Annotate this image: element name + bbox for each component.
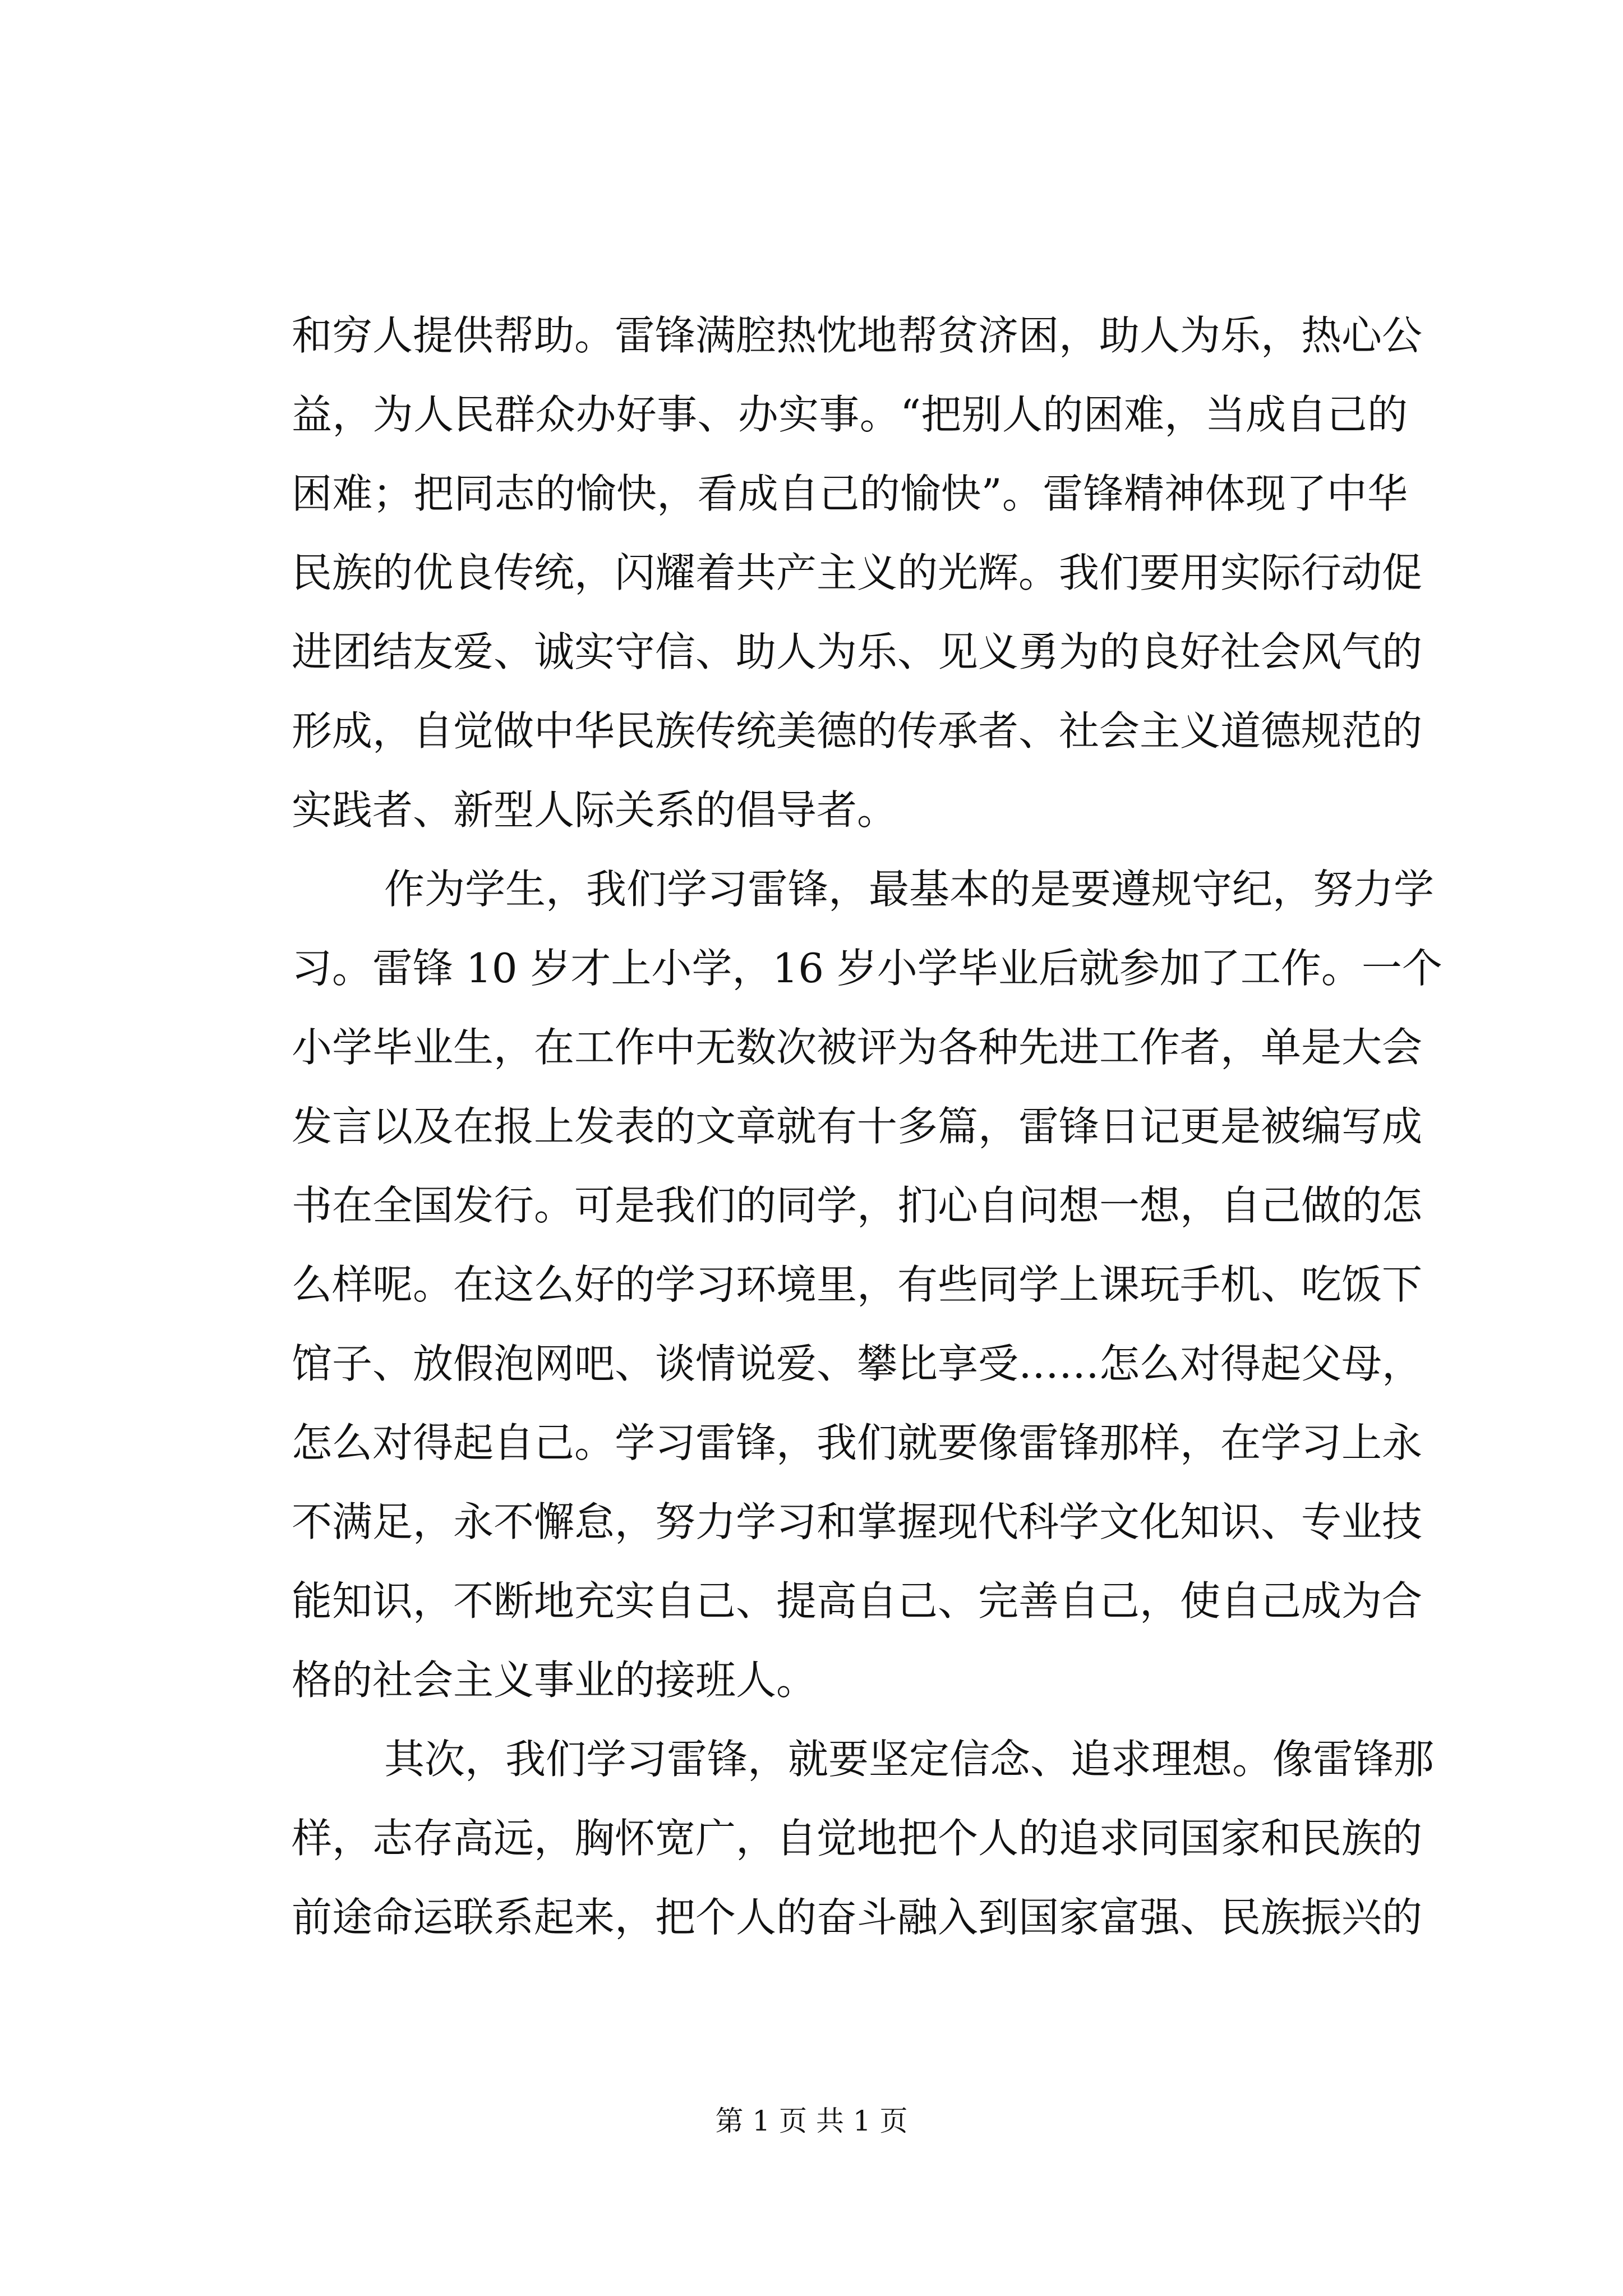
text-line: 实践者、新型人际关系的倡导者。 <box>292 786 898 834</box>
text-line: 么样呢。在这么好的学习环境里，有些同学上课玩手机、吃饭下 <box>292 1261 1423 1308</box>
text-line: 前途命运联系起来，把个人的奋斗融入到国家富强、民族振兴的 <box>292 1894 1423 1941</box>
text-line: 小学毕业生，在工作中无数次被评为各种先进工作者，单是大会 <box>292 1024 1423 1071</box>
paragraph-first-line: 其次，我们学习雷锋，就要坚定信念、追求理想。像雷锋那 <box>384 1736 1435 1783</box>
text-line: 习。雷锋 10 岁才上小学，16 岁小学毕业后就参加了工作。一个 <box>292 945 1442 992</box>
text-line: 样，志存高远，胸怀宽广，自觉地把个人的追求同国家和民族的 <box>292 1815 1423 1862</box>
document-body <box>292 296 1442 1957</box>
text-line: 进团结友爱、诚实守信、助人为乐、见义勇为的良好社会风气的 <box>292 628 1423 675</box>
text-line: 书在全国发行。可是我们的同学，扪心自问想一想，自己做的怎 <box>292 1182 1423 1229</box>
text-line: 民族的优良传统，闪耀着共产主义的光辉。我们要用实际行动促 <box>292 549 1423 596</box>
text-line: 困难；把同志的愉快，看成自己的愉快”。雷锋精神体现了中华 <box>292 470 1408 517</box>
text-line: 益，为人民群众办好事、办实事。“把别人的困难，当成自己的 <box>292 391 1408 438</box>
text-line: 不满足，永不懈怠，努力学习和掌握现代科学文化知识、专业技 <box>292 1498 1423 1545</box>
text-line: 馆子、放假泡网吧、谈情说爱、攀比享受……怎么对得起父母， <box>292 1340 1423 1387</box>
text-line: 怎么对得起自己。学习雷锋，我们就要像雷锋那样，在学习上永 <box>292 1419 1423 1466</box>
text-line: 形成，自觉做中华民族传统美德的传承者、社会主义道德规范的 <box>292 707 1423 754</box>
text-line: 格的社会主义事业的接班人。 <box>292 1657 817 1704</box>
text-line: 和穷人提供帮助。雷锋满腔热忱地帮贫济困，助人为乐，热心公 <box>292 312 1423 359</box>
text-line: 发言以及在报上发表的文章就有十多篇，雷锋日记更是被编写成 <box>292 1103 1423 1150</box>
text-line: 能知识，不断地充实自己、提高自己、完善自己，使自己成为合 <box>292 1577 1423 1625</box>
paragraph-first-line: 作为学生，我们学习雷锋，最基本的是要遵规守纪，努力学 <box>384 866 1435 913</box>
page-number-footer: 第 1 页 共 1 页 <box>715 2105 908 2137</box>
